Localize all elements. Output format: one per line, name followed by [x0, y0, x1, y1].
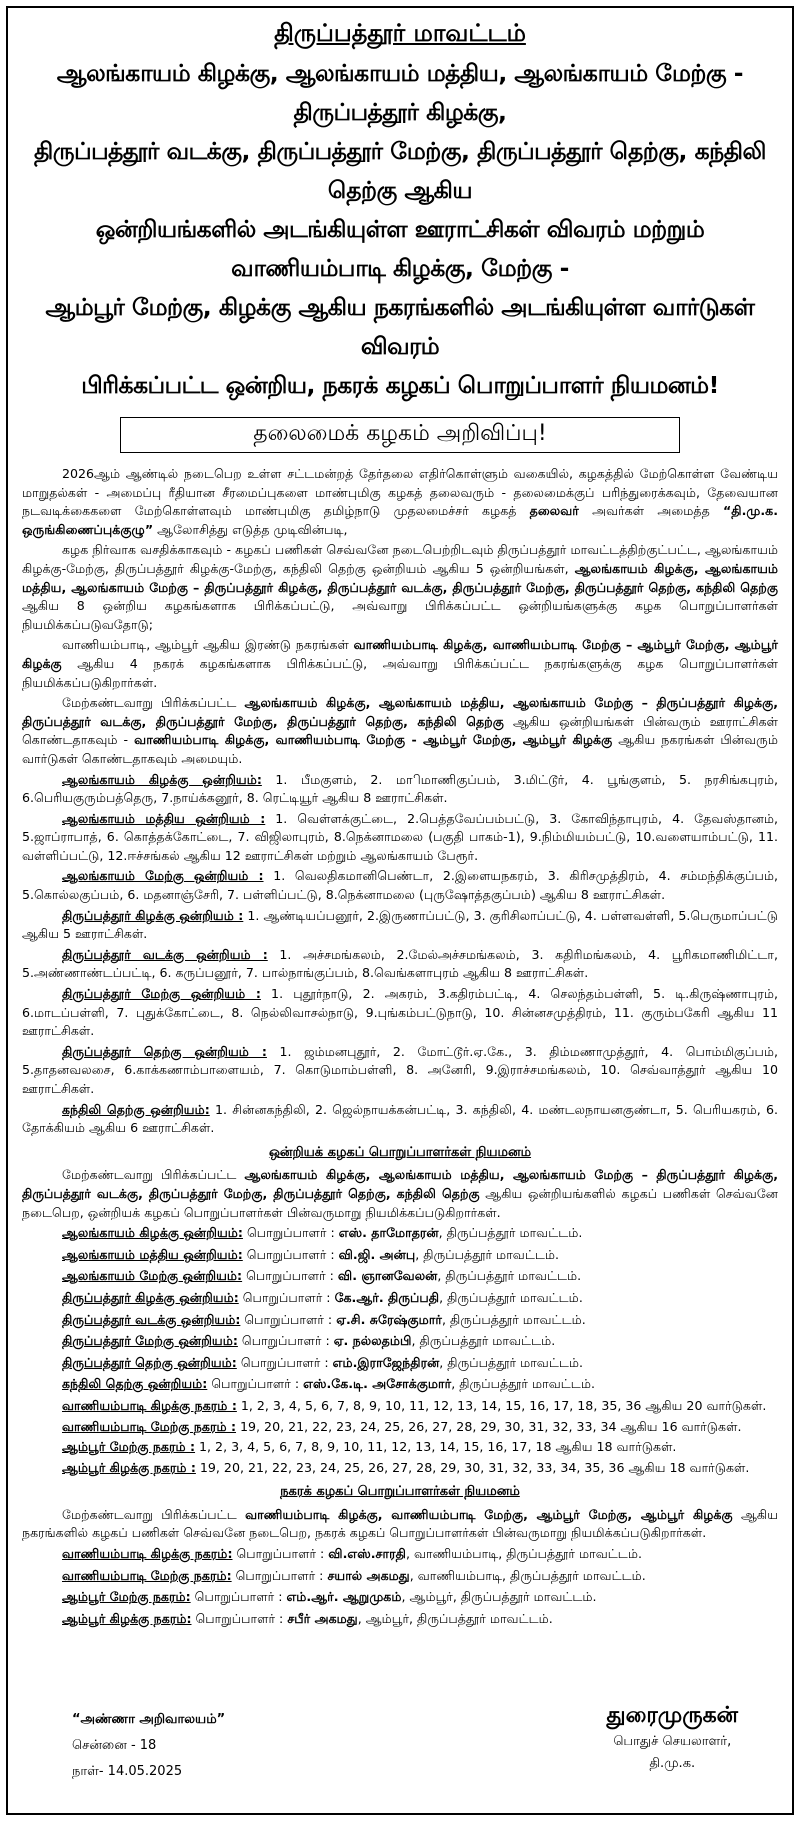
union-label: ஆலங்காயம் கிழக்கு ஒன்றியம்:	[62, 771, 262, 787]
intro-paragraph	[22, 636, 778, 692]
person-name: ஏ. நல்லதம்பி	[333, 1333, 412, 1349]
ward-list-item	[22, 1418, 778, 1437]
headline-line: பிரிக்கப்பட்ட ஒன்றிய, நகரக் கழகப் பொறுப்பாளர் நியமனம்!	[81, 371, 719, 399]
union-list-item	[22, 867, 778, 904]
text-span: மேற்கண்டவாறு பிரிக்கப்பட்ட	[62, 695, 245, 711]
unit-label: திருப்பத்தூர் மேற்கு ஒன்றியம்:	[62, 1333, 238, 1349]
union-list-item	[22, 810, 778, 866]
place-text: , திருப்பத்தூர் மாவட்டம்.	[438, 1225, 583, 1241]
unit-label: வாணியம்பாடி கிழக்கு நகரம்:	[62, 1546, 233, 1562]
union-responsible-paragraph	[22, 1166, 778, 1222]
union-list-item	[22, 1101, 778, 1138]
headline-line: திருப்பத்தூர் வடக்கு, திருப்பத்தூர் மேற்கு, திருப்பத்தூர் தெற்கு, கந்திலி தெற்கு ஆகிய	[34, 137, 766, 204]
unit-label: ஆலங்காயம் கிழக்கு ஒன்றியம்:	[62, 1225, 243, 1241]
responsible-row	[22, 1332, 778, 1351]
union-list-item	[22, 985, 778, 1041]
role-label: பொறுப்பாளர் :	[191, 1610, 288, 1626]
union-list-item	[22, 1043, 778, 1099]
responsible-row	[22, 1567, 778, 1586]
town-responsible-title: நகரக் கழகப் பொறுப்பாளர்கள் நியமனம்	[280, 1484, 520, 1500]
person-name: எம்.இராஜேந்திரன்	[332, 1354, 440, 1370]
party-name: தி.மு.க.	[649, 1756, 696, 1771]
union-panchayats: 1. வெள்ளக்குட்டை, 2.பெத்தவேப்பம்பட்டு, 3. கோவிந்தாபுரம், 4. தேவஸ்தானம், 5.ஜாப்ராபாத், 6. கொத்தக்கோட்டை, 7. விஜிலாபுரம், 8.நெக்னாமலை (பகுதி பாகம்-1), 9.நிம்மியம்பட்டு, 10.வளையாம்பட்டு, 11. வள்ளிப்பட்டு, 12.ஈச்சங்கல் ஆகிய 12 ஊராட்சிகள் மற்றும் ஆலங்காயம் பேரூர்.	[22, 810, 778, 863]
date-line: நாள்- 14.05.2025	[72, 1764, 183, 1779]
person-name: எஸ். தாமோதரன்	[338, 1225, 439, 1241]
unit-label: திருப்பத்தூர் வடக்கு ஒன்றியம்:	[62, 1311, 241, 1327]
district-title: திருப்பத்தூர் மாவட்டம்	[274, 19, 526, 47]
intro-paragraph	[22, 541, 778, 634]
person-name: எஸ்.கே.டி. அசோக்குமார்	[303, 1376, 452, 1392]
union-label: திருப்பத்தூர் கிழக்கு ஒன்றியம் :	[62, 907, 244, 923]
person-name: சபீர் அகமது	[287, 1610, 358, 1626]
text-span: மேற்கண்டவாறு பிரிக்கப்பட்ட	[62, 1506, 246, 1522]
person-name: ஏ.சி. சுரேஷ்குமார்	[336, 1311, 442, 1327]
union-panchayats: 1. வெலதிகமானிபெண்டா, 2.இளையநகரம், 3. கிரிசமுத்திரம், 4. சம்மந்திக்குப்பம், 5.கொல்லகுப்பம், 6. மதனாஞ்சேரி, 7. பள்ளிப்பட்டு, 8.நெக்னாமலை (புருஷோத்தகுப்பம்) ஆகிய 8 ஊராட்சிகள்.	[22, 868, 778, 903]
bold-span: வாணியம்பாடி கிழக்கு, வாணியம்பாடி மேற்கு – ஆம்பூர் மேற்கு, ஆம்பூர் கிழக்கு	[22, 637, 778, 671]
union-label: திருப்பத்தூர் மேற்கு ஒன்றியம் :	[62, 986, 261, 1002]
union-list-item	[22, 771, 778, 808]
unit-label: ஆம்பூர் மேற்கு நகரம்:	[62, 1589, 191, 1605]
unit-label: கந்திலி தெற்கு ஒன்றியம்:	[62, 1376, 208, 1392]
union-label: திருப்பத்தூர் தெற்கு ஒன்றியம் :	[62, 1043, 267, 1059]
text-span: ஆகிய நகரங்களில் கழகப் பணிகள் செவ்வனே நடைபெற, நகரக் கழகப் பொறுப்பாளர்கள் பின்வருமாறு நியமிக்கப்படுகிறார்கள்.	[22, 1506, 779, 1541]
union-label: திருப்பத்தூர் வடக்கு ஒன்றியம் :	[62, 946, 268, 962]
signature-block	[607, 1703, 738, 1775]
place-text: , திருப்பத்தூர் மாவட்டம்.	[415, 1246, 560, 1262]
union-responsible-title: ஒன்றியக் கழகப் பொறுப்பாளர்கள் நியமனம்	[268, 1144, 532, 1160]
place-text: , திருப்பத்தூர் மாவட்டம்.	[451, 1376, 595, 1392]
place-text: , திருப்பத்தூர் மாவட்டம்.	[439, 1289, 583, 1305]
person-name: கே.ஆர். திருப்பதி	[334, 1289, 440, 1305]
unit-label: ஆலங்காயம் மேற்கு ஒன்றியம்:	[62, 1268, 243, 1284]
person-name: வி.எஸ்.சாரதி	[328, 1546, 406, 1562]
bold-span: தலைவர்	[529, 503, 579, 519]
person-name: வி. ஞானவேலன்	[337, 1268, 438, 1284]
union-panchayats: 1. ஆண்டியப்பனூர், 2.இருணாப்பட்டு, 3. குரிசிலாப்பட்டு, 4. பள்ளவள்ளி, 5.பெருமாப்பட்டு ஆகிய 5 ஊராட்சிகள்.	[22, 907, 778, 942]
role-label: பொறுப்பாளர் :	[240, 1311, 337, 1327]
person-name: எம்.ஆர். ஆறுமுகம்	[286, 1589, 402, 1605]
responsible-row	[22, 1545, 778, 1564]
person-name: வி.ஜி. அன்பு	[338, 1246, 416, 1262]
announcement-body	[22, 465, 778, 1628]
ward-list-item	[22, 1397, 778, 1416]
place-text: , வாணியம்பாடி, திருப்பத்தூர் மாவட்டம்.	[405, 1546, 642, 1562]
bold-span: ஆலங்காயம் கிழக்கு, ஆலங்காயம் மத்திய, ஆலங்காயம் மேற்கு – திருப்பத்தூர் கிழக்கு, திருப்பத்தூர் வடக்கு, திருப்பத்தூர் மேற்கு, திருப்பத்தூர் தெற்கு, கந்திலி தெற்கு	[22, 560, 779, 595]
place-text: , திருப்பத்தூர் மாவட்டம்.	[411, 1333, 556, 1349]
town-label: ஆம்பூர் கிழக்கு நகரம் :	[62, 1459, 196, 1475]
unit-label: வாணியம்பாடி மேற்கு நகரம்:	[62, 1567, 232, 1583]
ward-numbers: 19, 20, 21, 22, 23, 24, 25, 26, 27, 28, 29, 30, 31, 32, 33, 34, 35, 36 ஆகிய 18 வார்டுகள்.	[195, 1459, 750, 1475]
bold-span: ஆலங்காயம் கிழக்கு, ஆலங்காயம் மத்திய, ஆலங்காயம் மேற்கு – திருப்பத்தூர் கிழக்கு, திருப்பத்தூர் வடக்கு, திருப்பத்தூர் மேற்கு, திருப்பத்தூர் தெற்கு, கந்திலி தெற்கு	[22, 1167, 778, 1201]
town-label: வாணியம்பாடி கிழக்கு நகரம் :	[62, 1397, 237, 1413]
responsible-row	[22, 1246, 778, 1265]
unit-label: ஆம்பூர் கிழக்கு நகரம்:	[62, 1610, 192, 1626]
role-label: பொறுப்பாளர் :	[238, 1289, 335, 1305]
text-span: 2026ஆம் ஆண்டில் நடைபெற உள்ள சட்டமன்றத் தேர்தலை எதிர்கொள்ளும் வகையில், கழகத்தில் மேற்கொள்ள வேண்டிய மாறுதல்கள் - அமைப்பு ரீதியான சீரமைப்புகளை மாண்புமிகு கழகத் தலைவரும் - தலைமைக்குப் பரிந்துரைக்கவும், தேவையான நடவடிக்கைகளை மேற்கொள்ளவும் மாண்புமிகு தமிழ்நாடு முதலமைச்சர் கழகத்	[22, 466, 778, 519]
role-label: பொறுப்பாளர் :	[232, 1546, 329, 1562]
responsible-row	[22, 1588, 778, 1607]
text-span: கழக நிர்வாக வசதிக்காகவும் - கழகப் பணிகள் செவ்வனே நடைபெற்றிடவும் திருப்பத்தூர் மாவட்டத்திற்குட்பட்ட, ஆலங்காயம் கிழக்கு-மேற்கு, திருப்பத்தூர் கிழக்கு-மேற்கு, கந்திலி தெற்கு ஒன்றியம் ஆகிய 5 ஒன்றியங்கள்,	[22, 542, 778, 576]
union-panchayats: 1. சின்னகந்திலி, 2. ஜெல்நாயக்கன்பட்டி, 3. கந்திலி, 4. மண்டலநாயனகுண்டா, 5. பெரியகரம், 6. தோக்கியம் ஆகிய 6 ஊராட்சிகள்.	[22, 1101, 778, 1136]
text-span: ஆகிய ஒன்றியங்களில் கழகப் பணிகள் செவ்வனே நடைபெற, ஒன்றியக் கழகப் பொறுப்பாளர்கள் பின்வருமாறு நியமிக்கப்படுகிறார்கள்.	[22, 1185, 779, 1220]
role-label: பொறுப்பாளர் :	[237, 1333, 334, 1349]
footer-address	[72, 1707, 225, 1785]
text-span: மேற்கண்டவாறு பிரிக்கப்பட்ட	[62, 1167, 245, 1183]
bold-span: ஆலங்காயம் கிழக்கு, ஆலங்காயம் மத்திய, ஆலங்காயம் மேற்கு – திருப்பத்தூர் கிழக்கு, திருப்பத்தூர் வடக்கு, திருப்பத்தூர் மேற்கு, திருப்பத்தூர் தெற்கு, கந்திலி தெற்கு	[22, 695, 778, 729]
intro-paragraph	[22, 465, 778, 539]
place-text: , திருப்பத்தூர் மாவட்டம்.	[437, 1268, 582, 1284]
responsible-row	[22, 1375, 778, 1394]
bold-span: வாணியம்பாடி கிழக்கு, வாணியம்பாடி மேற்கு, ஆம்பூர் மேற்கு, ஆம்பூர் கிழக்கு	[245, 1506, 733, 1522]
text-span: ஆகிய நகரங்கள் பின்வரும் வார்டுகள் கொண்டதாகவும் அமையும்.	[22, 732, 778, 766]
union-panchayats: 1. ஜம்மனபுதூர், 2. மோட்டூர்.ஏ.கே., 3. திம்மணாமுத்தூர், 4. பொம்மிகுப்பம், 5.தாதனவலசை, 6.காக்கணாம்பாளையம், 7. கொடுமாம்பள்ளி, 8. அனேரி, 9.இராச்சமங்கலம், 10. செவ்வாத்தூர் ஆகிய 10 ஊராட்சிகள்.	[22, 1043, 778, 1096]
text-span: ஆகிய ஒன்றியங்கள் பின்வரும் ஊராட்சிகள் கொண்டதாகவும் -	[22, 713, 778, 748]
responsible-row	[22, 1267, 778, 1286]
ward-numbers: 19, 20, 21, 22, 23, 24, 25, 26, 27, 28, 29, 30, 31, 32, 33, 34 ஆகிய 16 வார்டுகள்.	[236, 1418, 742, 1434]
footer	[22, 1703, 778, 1803]
headline-line: ஆலங்காயம் கிழக்கு, ஆலங்காயம் மத்திய, ஆலங்காயம் மேற்கு - திருப்பத்தூர் கிழக்கு,	[56, 59, 744, 126]
bold-span: வாணியம்பாடி கிழக்கு, வாணியம்பாடி மேற்கு - ஆம்பூர் மேற்கு, ஆம்பூர் கிழக்கு	[134, 732, 613, 748]
place-text: , திருப்பத்தூர் மாவட்டம்.	[439, 1354, 584, 1370]
role-label: பொறுப்பாளர் :	[236, 1354, 333, 1370]
responsible-row	[22, 1311, 778, 1330]
headquarters-name: “அண்ணா அறிவாலயம்”	[72, 1712, 226, 1727]
designation: பொதுச் செயலாளர்,	[613, 1734, 732, 1749]
town-responsible-paragraph	[22, 1506, 778, 1543]
role-label: பொறுப்பாளர் :	[207, 1376, 304, 1392]
unit-label: ஆலங்காயம் மத்திய ஒன்றியம்:	[62, 1246, 243, 1262]
place-text: , திருப்பத்தூர் மாவட்டம்.	[441, 1311, 586, 1327]
text-span: ஆகிய 4 நகரக் கழகங்களாக பிரிக்கப்பட்டு, அவ்வாறு பிரிக்கப்பட்ட நகரங்களுக்கு கழக பொறுப்பாளர்கள் நியமிக்கப்படுகிறார்கள்.	[22, 655, 778, 690]
union-list-item	[22, 907, 778, 944]
notice-title-box: தலைமைக் கழகம் அறிவிப்பு!	[120, 417, 680, 453]
responsible-row	[22, 1354, 778, 1373]
town-label: வாணியம்பாடி மேற்கு நகரம் :	[62, 1418, 237, 1434]
headline	[22, 54, 778, 405]
headline-line: ஆம்பூர் மேற்கு, கிழக்கு ஆகிய நகரங்களில் அடங்கியுள்ள வார்டுகள் விவரம்	[45, 293, 755, 360]
town-label: ஆம்பூர் மேற்கு நகரம் :	[62, 1439, 196, 1455]
place-text: , வாணியம்பாடி, திருப்பத்தூர் மாவட்டம்.	[409, 1567, 646, 1583]
union-label: ஆலங்காயம் மத்திய ஒன்றியம் :	[62, 810, 266, 826]
unit-label: திருப்பத்தூர் கிழக்கு ஒன்றியம்:	[62, 1289, 239, 1305]
unit-label: திருப்பத்தூர் தெற்கு ஒன்றியம்:	[62, 1354, 237, 1370]
union-label: ஆலங்காயம் மேற்கு ஒன்றியம் :	[62, 868, 264, 884]
ward-list-item	[22, 1438, 778, 1457]
headline-line: ஒன்றியங்களில் அடங்கியுள்ள ஊராட்சிகள் விவரம் மற்றும் வாணியம்பாடி கிழக்கு, மேற்கு -	[95, 215, 705, 282]
city-line: சென்னை - 18	[72, 1738, 157, 1753]
announcement-page	[6, 6, 794, 1815]
place-text: , ஆம்பூர், திருப்பத்தூர் மாவட்டம்.	[401, 1589, 597, 1605]
union-list-item	[22, 946, 778, 983]
ward-numbers: 1, 2, 3, 4, 5, 6, 7, 8, 9, 10, 11, 12, 13, 14, 15, 16, 17, 18 ஆகிய 18 வார்டுகள்.	[195, 1439, 677, 1455]
role-label: பொறுப்பாளர் :	[190, 1589, 287, 1605]
intro-paragraph	[22, 694, 778, 768]
text-span: ஆலோசித்து எடுத்த முடிவின்படி,	[153, 521, 348, 537]
ward-list-item	[22, 1459, 778, 1478]
ward-numbers: 1, 2, 3, 4, 5, 6, 7, 8, 9, 10, 11, 12, 13, 14, 15, 16, 17, 18, 35, 36 ஆகிய 20 வார்டுகள்.	[236, 1397, 767, 1413]
role-label: பொறுப்பாளர் :	[242, 1246, 339, 1262]
union-panchayats: 1. புதூர்நாடு, 2. அகரம், 3.கதிரம்பட்டி, 4. செலந்தம்பள்ளி, 5. டி.கிருஷ்ணாபுரம், 6.மாடப்பள்ளி, 7. புதுக்கோட்டை, 8. நெல்லிவாசல்நாடு, 9.புங்கம்பட்டுநாடு, 10. சின்னசமுத்திரம், 11. குரும்பகேரி ஆகிய 11 ஊராட்சிகள்.	[22, 986, 778, 1039]
union-panchayats: 1. அச்சமங்கலம், 2.மேல்அச்சமங்கலம், 3. கதிரிமங்கலம், 4. பூரிகமாணிமிட்டா, 5.அண்ணாண்டப்பட்டி, 6. கருப்பனூர், 7. பால்நாங்குப்பம், 8.வெங்களாபுரம் ஆகிய 8 ஊராட்சிகள்.	[22, 946, 778, 981]
responsible-row	[22, 1224, 778, 1243]
text-span: அவர்கள் அமைத்த	[578, 503, 723, 519]
text-span: ஆகிய 8 ஒன்றிய கழகங்களாக பிரிக்கப்பட்டு, அவ்வாறு பிரிக்கப்பட்ட ஒன்றியங்களுக்கு கழக பொறுப்பாளர்கள் நியமிக்கப்படுவதோடு;	[22, 598, 778, 632]
signatory-name: துரைமுருகன்	[606, 1703, 738, 1728]
text-span: வாணியம்பாடி, ஆம்பூர் ஆகிய இரண்டு நகரங்கள்	[62, 637, 354, 653]
responsible-row	[22, 1289, 778, 1308]
place-text: , ஆம்பூர், திருப்பத்தூர் மாவட்டம்.	[357, 1610, 553, 1626]
responsible-row	[22, 1610, 778, 1629]
role-label: பொறுப்பாளர் :	[242, 1268, 338, 1284]
role-label: பொறுப்பாளர் :	[242, 1225, 339, 1241]
person-name: சயால் அகமது	[327, 1567, 410, 1583]
role-label: பொறுப்பாளர் :	[231, 1567, 328, 1583]
committee-name: “தி.மு.க. ஒருங்கிணைப்புக்குழு”	[22, 503, 778, 537]
union-panchayats: 1. பீமகுளம், 2. மாிமாணிகுப்பம், 3.மிட்டூர், 4. பூங்குளம், 5. நரசிங்கபுரம், 6.பெரியகுரும்பத்தெரு, 7.நாய்க்கனூர், 8. ரெட்டியூர் ஆகிய 8 ஊராட்சிகள்.	[22, 771, 778, 806]
union-label: கந்திலி தெற்கு ஒன்றியம்:	[62, 1101, 210, 1117]
